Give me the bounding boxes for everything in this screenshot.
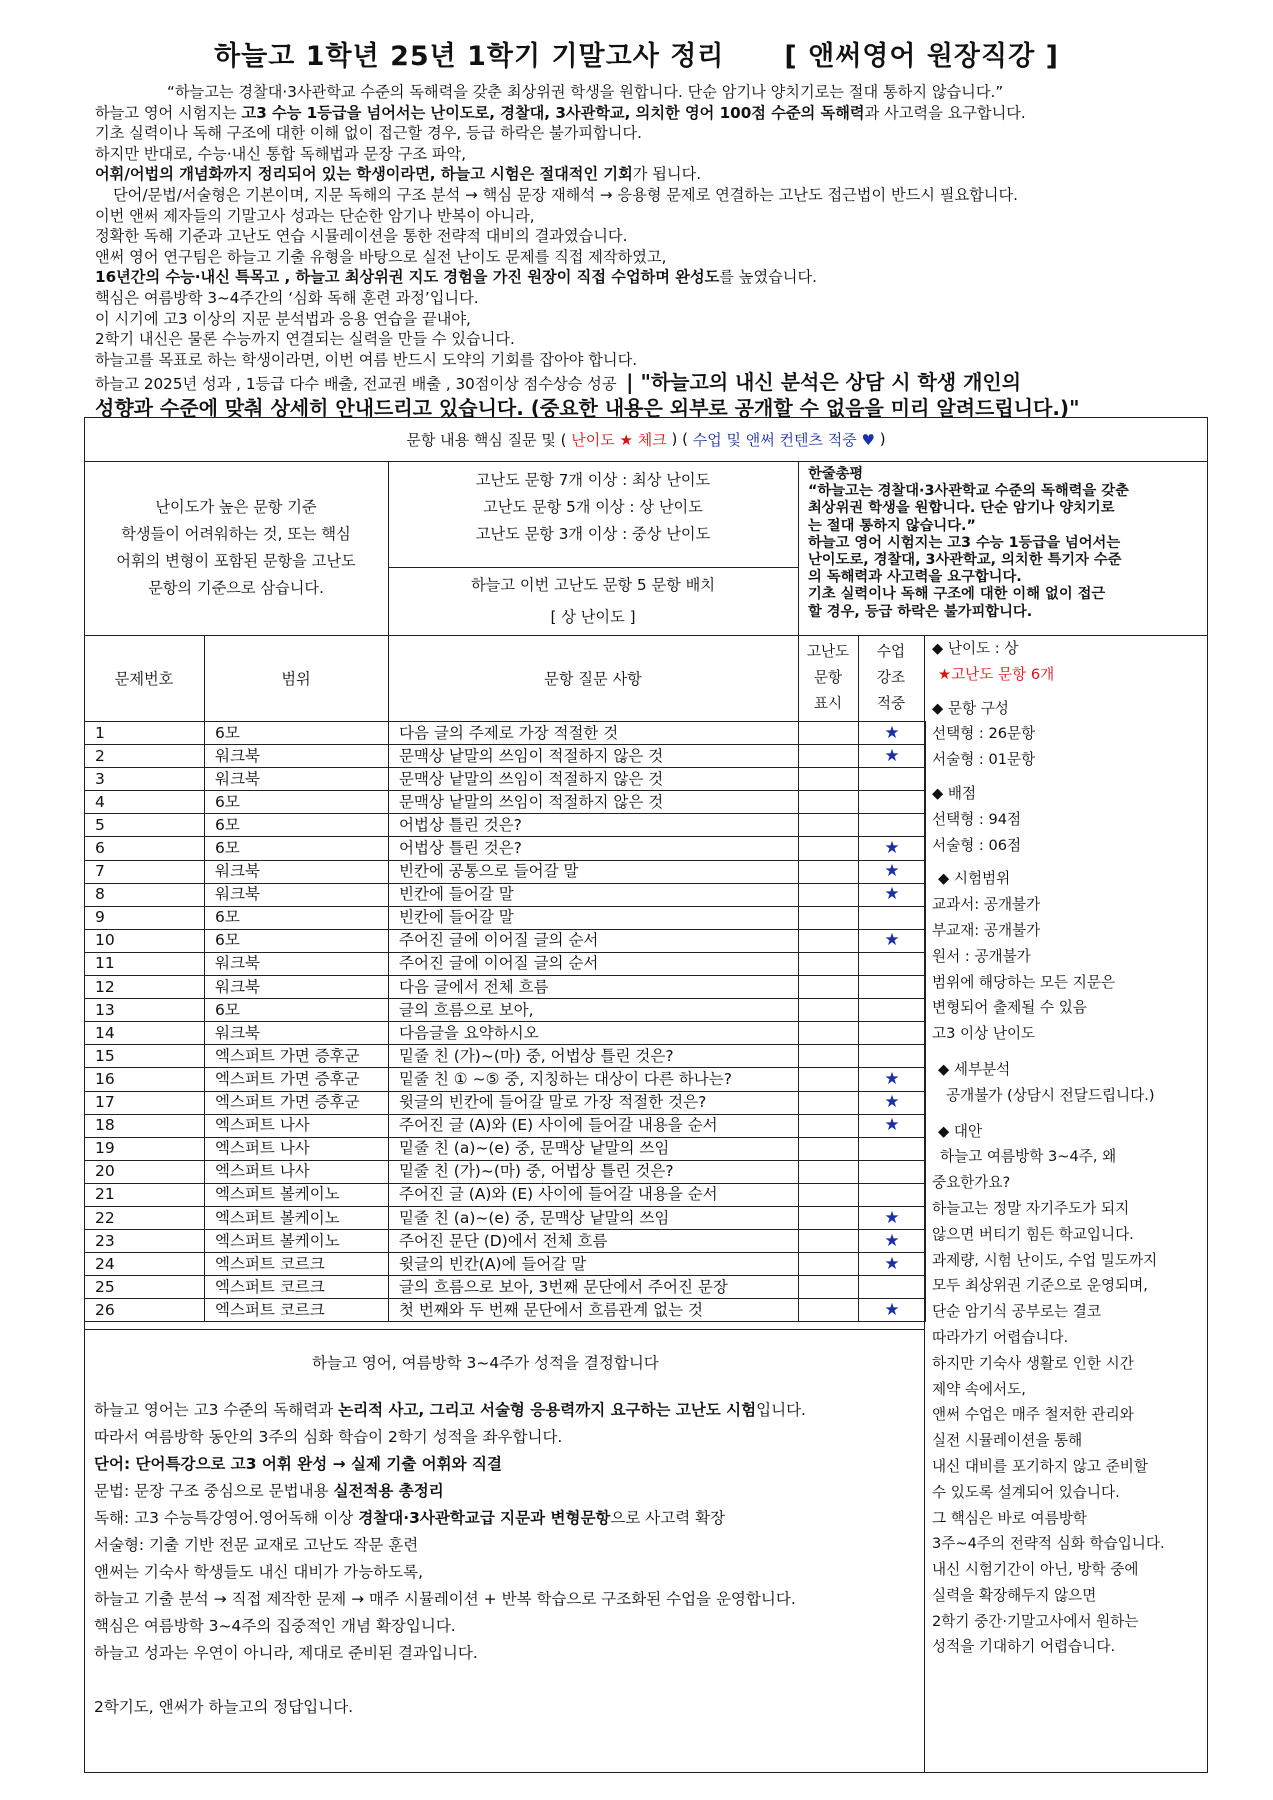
question-text: 빈칸에 들어갈 말 — [389, 883, 799, 906]
alternative-line: 않으면 버티기 힘든 학교입니다. — [932, 1225, 1134, 1243]
table-row — [85, 1253, 926, 1276]
question-text: 문맥상 낱말의 쓰임이 적절하지 않은 것 — [389, 745, 799, 768]
alternative-line: 중요한가요? — [932, 1174, 1011, 1192]
question-text: 윗글의 빈칸에 들어갈 말로 가장 적절한 것은? — [389, 1091, 799, 1114]
question-number: 1 — [85, 722, 205, 745]
col-header-num: 문제번호 — [114, 669, 174, 688]
alternative-line: 과제량, 시험 난이도, 수업 밀도까지 — [932, 1251, 1158, 1269]
difficulty-levels: 고난도 문항 7개 이상 : 최상 난이도 고난도 문항 5개 이상 : 상 난이도 고난도 문항 3개 이상 : 중상 난이도 — [475, 471, 711, 543]
alternative-line: 성적을 기대하기 어렵습니다. — [932, 1638, 1116, 1656]
question-range: 6모 — [205, 814, 389, 837]
hit-star-icon — [859, 1276, 926, 1299]
plan-closing: 2학기도, 앤써가 하늘고의 정답입니다. — [94, 1698, 354, 1716]
question-number: 22 — [85, 1206, 205, 1229]
question-number: 11 — [85, 952, 205, 975]
table-row — [85, 952, 926, 975]
exam-info-panel — [932, 636, 1206, 1660]
question-text: 어법상 틀린 것은? — [389, 814, 799, 837]
exam-range-label: ◆ 시험범위 — [938, 870, 1011, 888]
table-row — [85, 1276, 926, 1299]
question-text: 글의 흐름으로 보아, 3번째 문단에서 주어진 문장 — [389, 1276, 799, 1299]
question-range: 6모 — [205, 999, 389, 1022]
intro-line: 단어/문법/서술형은 기본이며, 지문 독해의 구조 분석 → 핵심 문장 재해석 → 응용형 문제로 연결하는 고난도 접근법이 반드시 필요합니다. — [113, 185, 1018, 204]
intro-line: 기초 실력이나 독해 구조에 대한 이해 없이 접근할 경우, 등급 하락은 불가피합니다. — [95, 124, 642, 143]
alternative-line: 하늘고 여름방학 3~4주, 왜 — [940, 1148, 1117, 1166]
question-text: 밑줄 친 (a)~(e) 중, 문맥상 낱말의 쓰임 — [389, 1206, 799, 1229]
hit-star-icon: ★ — [859, 860, 926, 883]
table-row — [85, 1068, 926, 1091]
hit-star-icon — [859, 976, 926, 999]
col-header-difficulty: 고난도 문항 표시 — [806, 643, 850, 712]
alternative-line: 실력을 확장해두지 않으면 — [932, 1586, 1097, 1604]
intro-line: 2학기 내신은 물론 수능까지 연결되는 실력을 만들 수 있습니다. — [95, 330, 515, 349]
summer-plan-text — [94, 1350, 919, 1721]
question-text: 주어진 문단 (D)에서 전체 흐름 — [389, 1230, 799, 1253]
alternative-line: 그 핵심은 바로 여름방학 — [932, 1509, 1087, 1527]
intro-line: 어휘/어법의 개념화까지 정리되어 있는 학생이라면, 하늘고 시험은 절대적인 기회가 됩니다. — [95, 165, 702, 184]
question-number: 21 — [85, 1183, 205, 1206]
question-number: 14 — [85, 1022, 205, 1045]
hit-star-icon: ★ — [859, 1114, 926, 1137]
question-range: 엑스퍼트 나사 — [205, 1160, 389, 1183]
hit-star-icon: ★ — [859, 745, 926, 768]
one-line-review: 한줄총평 “하늘고는 경찰대·3사관학교 수준의 독해력을 갖춘 최상위권 학생을 원합니다. 단순 암기나 양치기로 는 절대 통하지 않습니다.” 하늘고 영어 시험지는 고3 수능 1등급을 넘어서는 난이도로, 경찰대, 3사관학교, 의치한 특기자 수준 의 독해력과 사고력을 요구합니다. 기초 실력이나 독해 구조에 대한 이해 없이 접근 할 경우, 등급 하락은 불가피합니다. — [808, 466, 1129, 620]
intro-notice: 성향과 수준에 맞춰 상세히 안내드리고 있습니다. (중요한 내용은 외부로 공개할 수 없음을 미리 알려드립니다.)" — [95, 395, 1080, 420]
question-text: 주어진 글 (A)와 (E) 사이에 들어갈 내용을 순서 — [389, 1114, 799, 1137]
question-range: 엑스퍼트 코르크 — [205, 1299, 389, 1322]
question-text: 빈칸에 공통으로 들어갈 말 — [389, 860, 799, 883]
question-number: 18 — [85, 1114, 205, 1137]
hit-star-icon: ★ — [859, 1091, 926, 1114]
difficulty-mark — [799, 929, 859, 952]
question-number: 15 — [85, 1045, 205, 1068]
table-row — [85, 837, 926, 860]
intro-line: 이번 앤써 제자들의 기말고사 성과는 단순한 암기나 반복이 아니라, — [95, 206, 535, 225]
question-number: 2 — [85, 745, 205, 768]
table-row — [85, 1160, 926, 1183]
score-multiple: 선택형 : 94점 — [932, 810, 1022, 828]
question-range: 워크북 — [205, 860, 389, 883]
question-text: 문맥상 낱말의 쓰임이 적절하지 않은 것 — [389, 791, 799, 814]
plan-line: 문법: 문장 구조 중심으로 문법내용 실전적용 총정리 — [94, 1482, 444, 1500]
difficulty-mark — [799, 999, 859, 1022]
difficulty-mark — [799, 883, 859, 906]
hit-star-icon: ★ — [859, 883, 926, 906]
hit-star-icon — [859, 999, 926, 1022]
plan-line: 핵심은 여름방학 3~4주의 집중적인 개념 확장입니다. — [94, 1617, 456, 1635]
title-sub: [ 앤써영어 원장직강 ] — [784, 41, 1059, 72]
difficulty-criteria: 난이도가 높은 문항 기준 학생들이 어려워하는 것, 또는 핵심 어휘의 변형이 포함된 문항을 고난도 문항의 기준으로 삼습니다. — [116, 498, 356, 597]
score-label: ◆ 배점 — [932, 784, 977, 802]
alternative-line: 제약 속에서도, — [932, 1380, 1026, 1398]
difficulty-mark — [799, 837, 859, 860]
intro-line: 16년간의 수능·내신 특목고 , 하늘고 최상위권 지도 경험을 가진 원장이 직접 수업하며 완성도를 높였습니다. — [95, 268, 817, 287]
difficulty-mark — [799, 1091, 859, 1114]
range-note: 범위에 해당하는 모든 지문은 — [932, 973, 1116, 991]
difficulty-mark — [799, 1253, 859, 1276]
question-text: 밑줄 친 (a)~(e) 중, 문맥상 낱말의 쓰임 — [389, 1137, 799, 1160]
difficulty-label: ◆ 난이도 : 상 — [932, 640, 1019, 657]
table-row — [85, 1206, 926, 1229]
question-range: 엑스퍼트 코르크 — [205, 1276, 389, 1299]
alternative-line: 수 있도록 설계되어 있습니다. — [932, 1483, 1120, 1501]
question-number: 25 — [85, 1276, 205, 1299]
plan-line: 단어: 단어특강으로 고3 어휘 완성 → 실제 기출 어휘와 직결 — [94, 1455, 502, 1473]
range-textbook: 교과서: 공개불가 — [932, 896, 1041, 914]
question-number: 17 — [85, 1091, 205, 1114]
hit-star-icon — [859, 1045, 926, 1068]
question-range: 워크북 — [205, 1022, 389, 1045]
question-text: 밑줄 친 (가)~(마) 중, 어법상 틀린 것은? — [389, 1045, 799, 1068]
difficulty-mark — [799, 1206, 859, 1229]
hit-star-icon: ★ — [859, 929, 926, 952]
question-range: 워크북 — [205, 768, 389, 791]
plan-line: 앤써는 기숙사 학생들도 내신 대비가 가능하도록, — [94, 1563, 424, 1581]
question-text: 다음글을 요약하시오 — [389, 1022, 799, 1045]
question-number: 7 — [85, 860, 205, 883]
summer-plan-title: 하늘고 영어, 여름방학 3~4주가 성적을 결정합니다 — [312, 1354, 659, 1372]
plan-line: 독해: 고3 수능특강영어.영어독해 이상 경찰대·3사관학교급 지문과 변형문항으로 사고력 확장 — [94, 1509, 726, 1527]
question-range: 워크북 — [205, 745, 389, 768]
table-row — [85, 883, 926, 906]
question-text: 문맥상 낱말의 쓰임이 적절하지 않은 것 — [389, 768, 799, 791]
question-number: 12 — [85, 976, 205, 999]
question-text: 윗글의 빈칸(A)에 들어갈 말 — [389, 1253, 799, 1276]
hit-star-icon: ★ — [859, 1206, 926, 1229]
difficulty-mark — [799, 1299, 859, 1322]
question-range: 6모 — [205, 791, 389, 814]
question-range: 엑스퍼트 가면 증후군 — [205, 1045, 389, 1068]
question-range: 엑스퍼트 코르크 — [205, 1253, 389, 1276]
question-number: 13 — [85, 999, 205, 1022]
question-range: 엑스퍼트 나사 — [205, 1137, 389, 1160]
question-range: 엑스퍼트 볼케이노 — [205, 1206, 389, 1229]
question-number: 3 — [85, 768, 205, 791]
detail-label: ◆ 세부분석 — [938, 1060, 1011, 1078]
question-number: 16 — [85, 1068, 205, 1091]
table-row — [85, 1230, 926, 1253]
score-essay: 서술형 : 06점 — [932, 836, 1022, 854]
hit-star-icon — [859, 1160, 926, 1183]
table-row — [85, 1183, 926, 1206]
table-row — [85, 722, 926, 745]
intro-line: 정확한 독해 기준과 고난도 연습 시뮬레이션을 통한 전략적 대비의 결과였습니다. — [95, 227, 628, 246]
question-text: 다음 글에서 전체 흐름 — [389, 976, 799, 999]
table-row — [85, 1137, 926, 1160]
alternative-line: 모두 최상위권 기준으로 운영되며, — [932, 1277, 1148, 1295]
table-row — [85, 745, 926, 768]
intro-line: 하늘고 2025년 성과 , 1등급 다수 배출, 전교권 배출 , 30점이상 점수상승 성공 | "하늘고의 내신 분석은 상담 시 학생 개인의 — [95, 370, 1022, 395]
question-text: 어법상 틀린 것은? — [389, 837, 799, 860]
question-number: 5 — [85, 814, 205, 837]
alternative-label: ◆ 대안 — [938, 1122, 983, 1140]
difficulty-mark — [799, 952, 859, 975]
question-text: 주어진 글 (A)와 (E) 사이에 들어갈 내용을 순서 — [389, 1183, 799, 1206]
intro-line: 앤써 영어 연구팀은 하늘고 기출 유형을 바탕으로 실전 난이도 문제를 직접 제작하였고, — [95, 247, 667, 266]
question-text: 다음 글의 주제로 가장 적절한 것 — [389, 722, 799, 745]
question-range: 6모 — [205, 722, 389, 745]
page-title — [0, 34, 1273, 73]
range-note: 변형되어 출제될 수 있음 — [932, 999, 1087, 1017]
difficulty-mark — [799, 1022, 859, 1045]
hit-star-icon: ★ — [859, 722, 926, 745]
difficulty-mark — [799, 1114, 859, 1137]
hit-star-icon — [859, 1137, 926, 1160]
hit-star-icon — [859, 906, 926, 929]
question-number: 23 — [85, 1230, 205, 1253]
col-header-range: 범위 — [281, 669, 311, 688]
difficulty-mark — [799, 791, 859, 814]
table-row — [85, 1022, 926, 1045]
difficulty-mark — [799, 976, 859, 999]
question-number: 20 — [85, 1160, 205, 1183]
range-note: 고3 이상 난이도 — [932, 1025, 1036, 1043]
intro-text — [95, 82, 1195, 422]
table-row — [85, 999, 926, 1022]
question-text: 주어진 글에 이어질 글의 순서 — [389, 952, 799, 975]
alternative-line: 3주~4주의 전략적 심화 학습입니다. — [932, 1535, 1165, 1553]
question-text: 빈칸에 들어갈 말 — [389, 906, 799, 929]
alternative-line: 앤써 수업은 매주 철저한 관리와 — [932, 1406, 1134, 1424]
question-number: 24 — [85, 1253, 205, 1276]
plan-line: 하늘고 기출 분석 → 직접 제작한 문제 → 매주 시뮬레이션 + 반복 학습으로 구조화된 수업을 운영합니다. — [94, 1590, 796, 1608]
table-row — [85, 1299, 926, 1322]
hit-star-icon: ★ — [859, 1230, 926, 1253]
question-number: 8 — [85, 883, 205, 906]
question-range: 엑스퍼트 가면 증후군 — [205, 1068, 389, 1091]
question-number: 6 — [85, 837, 205, 860]
alternative-line: 내신 대비를 포기하지 않고 준비할 — [932, 1457, 1148, 1475]
intro-line: 핵심은 여름방학 3~4주간의 ‘심화 독해 훈련 과정’입니다. — [95, 288, 479, 307]
question-range: 엑스퍼트 가면 증후군 — [205, 1091, 389, 1114]
difficulty-mark — [799, 1068, 859, 1091]
alternative-line: 하늘고는 정말 자기주도가 되지 — [932, 1199, 1130, 1217]
table-row — [85, 1114, 926, 1137]
difficulty-mark — [799, 1045, 859, 1068]
question-range: 워크북 — [205, 883, 389, 906]
range-original: 원서 : 공개불가 — [932, 947, 1031, 965]
alternative-text — [932, 1144, 1206, 1660]
difficulty-mark — [799, 1230, 859, 1253]
question-number: 26 — [85, 1299, 205, 1322]
table-row — [85, 814, 926, 837]
question-text: 밑줄 친 ① ~⑤ 중, 지칭하는 대상이 다른 하나는? — [389, 1068, 799, 1091]
question-table — [84, 721, 926, 1322]
alternative-line: 내신 시험기간이 아닌, 방학 중에 — [932, 1561, 1139, 1579]
table-row — [85, 768, 926, 791]
alternative-line: 단순 암기식 공부로는 결코 — [932, 1303, 1101, 1321]
detail-text: 공개불가 (상담시 전달드립니다.) — [946, 1086, 1155, 1104]
alternative-line: 실전 시뮬레이션을 통해 — [932, 1432, 1083, 1450]
table-row — [85, 791, 926, 814]
difficulty-mark — [799, 1137, 859, 1160]
hit-star-icon: ★ — [859, 1299, 926, 1322]
question-range: 엑스퍼트 나사 — [205, 1114, 389, 1137]
table-row — [85, 1091, 926, 1114]
difficulty-mark — [799, 814, 859, 837]
range-subtext: 부교재: 공개불가 — [932, 921, 1041, 939]
question-range: 6모 — [205, 929, 389, 952]
question-text: 첫 번째와 두 번째 문단에서 흐름관계 없는 것 — [389, 1299, 799, 1322]
question-number: 9 — [85, 906, 205, 929]
question-range: 6모 — [205, 906, 389, 929]
intro-line: 이 시기에 고3 이상의 지문 분석법과 응용 연습을 끝내야, — [95, 309, 471, 328]
hit-star-icon — [859, 814, 926, 837]
difficulty-mark — [799, 745, 859, 768]
col-header-question: 문항 질문 사항 — [544, 669, 642, 688]
alternative-line: 2학기 중간·기말고사에서 원하는 — [932, 1612, 1139, 1630]
plan-line: 서술형: 기출 기반 전문 교재로 고난도 작문 훈련 — [94, 1536, 419, 1554]
difficulty-mark — [799, 722, 859, 745]
hit-star-icon: ★ — [859, 837, 926, 860]
hard-question-count: ★고난도 문항 6개 — [938, 665, 1055, 683]
difficulty-placement: 하늘고 이번 고난도 문항 5 문항 배치 [ 상 난이도 ] — [470, 576, 716, 626]
col-header-hit: 수업 강조 적중 — [876, 643, 906, 712]
plan-line: 하늘고 성과는 우연이 아니라, 제대로 준비된 결과입니다. — [94, 1644, 478, 1662]
intro-line: 하지만 반대로, 수능·내신 통합 독해법과 문장 구조 파악, — [95, 144, 467, 163]
alternative-line: 따라가기 어렵습니다. — [932, 1328, 1069, 1346]
plan-line: 하늘고 영어는 고3 수준의 독해력과 논리적 사고, 그리고 서술형 응용력까지 요구하는 고난도 시험입니다. — [94, 1401, 806, 1419]
question-text: 밑줄 친 (가)~(마) 중, 어법상 틀린 것은? — [389, 1160, 799, 1183]
table-row — [85, 906, 926, 929]
intro-line: “하늘고는 경찰대·3사관학교 수준의 독해력을 갖춘 최상위권 학생을 원합니다. 단순 암기나 양치기로는 절대 통하지 않습니다.” — [167, 83, 1004, 101]
hit-star-icon — [859, 791, 926, 814]
plan-line: 따라서 여름방학 동안의 3주의 심화 학습이 2학기 성적을 좌우합니다. — [94, 1428, 563, 1446]
question-number: 4 — [85, 791, 205, 814]
alternative-line: 하지만 기숙사 생활로 인한 시간 — [932, 1354, 1134, 1372]
composition-multiple: 선택형 : 26문항 — [932, 725, 1036, 743]
difficulty-mark — [799, 860, 859, 883]
hit-star-icon — [859, 1022, 926, 1045]
hit-star-icon: ★ — [859, 1068, 926, 1091]
composition-essay: 서술형 : 01문항 — [932, 751, 1036, 769]
title-main: 하늘고 1학년 25년 1학기 기말고사 정리 — [214, 41, 725, 72]
composition-label: ◆ 문항 구성 — [932, 699, 1009, 717]
difficulty-mark — [799, 768, 859, 791]
question-range: 엑스퍼트 볼케이노 — [205, 1183, 389, 1206]
difficulty-mark — [799, 906, 859, 929]
table-row — [85, 1045, 926, 1068]
question-range: 6모 — [205, 837, 389, 860]
question-number: 19 — [85, 1137, 205, 1160]
question-range: 엑스퍼트 볼케이노 — [205, 1230, 389, 1253]
question-number: 10 — [85, 929, 205, 952]
question-range: 워크북 — [205, 952, 389, 975]
question-text: 글의 흐름으로 보아, — [389, 999, 799, 1022]
difficulty-mark — [799, 1160, 859, 1183]
hit-star-icon — [859, 1183, 926, 1206]
hit-star-icon — [859, 952, 926, 975]
table-row — [85, 976, 926, 999]
hit-star-icon: ★ — [859, 1253, 926, 1276]
difficulty-mark — [799, 1183, 859, 1206]
hit-star-icon — [859, 768, 926, 791]
table-row — [85, 860, 926, 883]
intro-line: 하늘고 영어 시험지는 고3 수능 1등급을 넘어서는 난이도로, 경찰대, 3사관학교, 의치한 영어 100점 수준의 독해력과 사고력을 요구합니다. — [95, 103, 1026, 122]
question-range: 워크북 — [205, 976, 389, 999]
table-row — [85, 929, 926, 952]
question-text: 주어진 글에 이어질 글의 순서 — [389, 929, 799, 952]
intro-line: 하늘고를 목표로 하는 학생이라면, 이번 여름 반드시 도약의 기회를 잡아야 합니다. — [95, 350, 638, 369]
difficulty-mark — [799, 1276, 859, 1299]
question-header-row: 문항 내용 핵심 질문 및 ( 난이도 ★ 체크 ) ( 수업 및 앤써 컨텐츠 적중 ♥ ) — [406, 430, 886, 449]
